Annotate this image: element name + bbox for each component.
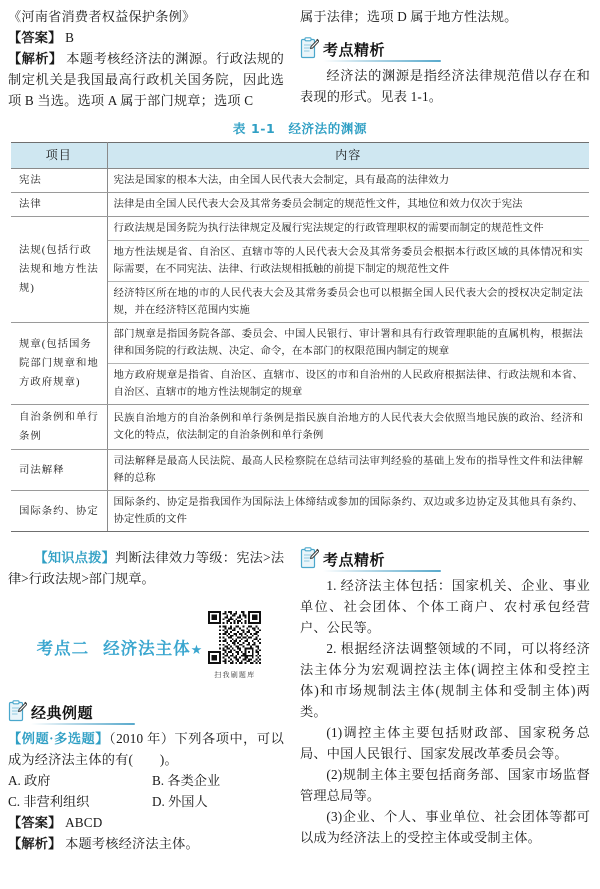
kaodian-point-1: 1. 经济法主体包括：国家机关、企业、事业单位、社会团体、个体工商户、农村承包经营户、公民等。: [300, 578, 590, 635]
kaodian-point-2-2: (2)规制主体主要包括商务部、国家市场监督管理总局等。: [300, 767, 590, 803]
example-analysis-line: [8, 833, 284, 854]
left-column-bottom: [0, 532, 292, 854]
right-column-bottom: [292, 532, 600, 854]
table-cell-content: 地方性法规是省、自治区、直辖市等的人民代表大会及其常务委员会根据本行政区域的具体情况和实际需要，在不同宪法、法律、行政法规相抵触的前提下制定的规范性文件: [107, 241, 589, 282]
kaodian-number: 考点二: [36, 638, 90, 658]
table-cell-item: 法规(包括行政法规和地方性法规): [11, 217, 107, 323]
table-cell-content: 宪法是国家的根本大法，由全国人民代表大会制定，具有最高的法律效力: [107, 169, 589, 193]
option-d[interactable]: [152, 791, 284, 812]
analysis-paragraph: [8, 48, 284, 111]
table-cell-item: 国际条约、协定: [11, 491, 107, 532]
example-answer-label: 【答案】: [8, 815, 62, 830]
law-sources-table: [11, 142, 589, 532]
table-row: [11, 405, 589, 450]
table-row: [11, 323, 589, 364]
knowledge-tip-text: 判断法律效力等级：宪法>法律>行政法规>部门规章。: [8, 550, 285, 586]
table-cell-item: 法律: [11, 193, 107, 217]
table-row: [11, 193, 589, 217]
example-answer-value: ABCD: [65, 815, 103, 830]
section-title: 考点精析: [323, 551, 386, 569]
option-a-text: 政府: [24, 773, 51, 788]
clipboard-pen-icon: [8, 700, 27, 722]
kaodian-heading-row: [8, 611, 284, 682]
table-body: [11, 169, 589, 532]
clipboard-pen-icon: [300, 547, 319, 569]
table-cell-item: 宪法: [11, 169, 107, 193]
table-cell-content: 部门规章是指国务院各部、委员会、中国人民银行、审计署和具有行政管理职能的直属机构，根据法律和国务院的行政法规、决定、命令，在本部门的权限范围内制定的规章: [107, 323, 589, 364]
option-d-key: D.: [152, 794, 165, 809]
option-b-text: 各类企业: [167, 773, 221, 788]
top-columns: [0, 0, 600, 111]
section-title: 经典例题: [31, 704, 94, 722]
star-icon: ★: [190, 642, 204, 658]
option-row-cd: [8, 791, 284, 812]
table-cell-content: 经济特区所在地的市的人民代表大会及其常务委员会也可以根据全国人民代表大会的授权决定制定法规，并在经济特区范围内实施: [107, 282, 589, 323]
example-question-tag: 【例题·多选题】: [8, 731, 109, 746]
kaodian-body-text: 经济法的渊源是指经济法律规范借以存在和表现的形式。见表 1-1。: [300, 68, 590, 104]
example-question: [8, 728, 284, 770]
answer-line: [8, 27, 284, 48]
table-cell-content: 行政法规是国务院为执行法律规定及履行宪法规定的行政管理职权的需要而制定的规范性文件: [107, 217, 589, 241]
table-header-item: 项目: [11, 143, 107, 169]
table-row: [11, 450, 589, 491]
regulation-title: 《河南省消费者权益保护条例》: [8, 9, 196, 24]
option-b-key: B.: [152, 773, 165, 788]
table-cell-item: 规章(包括国务院部门规章和地方政府规章): [11, 323, 107, 405]
option-a-key: A.: [8, 773, 21, 788]
table-cell-content: 司法解释是最高人民法院、最高人民检察院在总结司法审判经验的基础上发布的指导性文件和法律解释的总称: [107, 450, 589, 491]
kaodian-point-2-1: (1)调控主体主要包括财政部、国家税务总局、中国人民银行、国家发展改革委员会等。: [300, 725, 590, 761]
table-cell-item: 司法解释: [11, 450, 107, 491]
section-header-classic-example: [8, 700, 284, 722]
knowledge-tip: [8, 547, 284, 589]
table-cell-content: 民族自治地方的自治条例和单行条例是指民族自治地方的人民代表大会依照当地民族的政治、经济和文化的特点，依法制定的自治条例和单行条例: [107, 405, 589, 450]
table-cell-content: 国际条约、协定是指我国作为国际法上体缔结或参加的国际条约、双边或多边协定及其他具有条约、协定性质的文件: [107, 491, 589, 532]
example-analysis-label: 【解析】: [8, 836, 62, 851]
example-analysis-text: 本题考核经济法主体。: [65, 836, 199, 851]
analysis-label: 【解析】: [8, 51, 63, 66]
qr-code-icon[interactable]: [208, 611, 261, 664]
bottom-columns: [0, 532, 600, 854]
table-header-content: 内容: [107, 143, 589, 169]
analysis-text: 本题考核经济法的渊源。行政法规的制定机关是我国最高行政机关国务院，因此选项 B 当选。选项 A 属于部门规章；选项 C: [8, 51, 284, 108]
kaodian-title-text: 经济法主体: [103, 638, 191, 658]
qr-code-block[interactable]: [208, 611, 261, 682]
clipboard-pen-icon: [300, 37, 319, 59]
table-row: [11, 169, 589, 193]
table-caption: 表 1-1 经济法的渊源: [232, 121, 368, 136]
section-title: 考点精析: [323, 41, 386, 59]
section-underline: [323, 570, 441, 572]
left-column-top: [0, 0, 292, 111]
section-header-kaodianjingxi-1: [300, 37, 590, 59]
right-column-top: [292, 0, 600, 111]
kaodian-point-2-3: (3)企业、个人、事业单位、社会团体等都可以成为经济法上的受控主体或受制主体。: [300, 809, 590, 845]
option-a[interactable]: [8, 770, 152, 791]
example-answer-line: [8, 812, 284, 833]
section-header-kaodianjingxi-2: [300, 547, 590, 569]
table-cell-item: 自治条例和单行条例: [11, 405, 107, 450]
knowledge-tip-tag: 【知识点拨】: [34, 550, 116, 565]
option-c[interactable]: [8, 791, 152, 812]
option-d-text: 外国人: [168, 794, 208, 809]
option-c-text: 非营利组织: [23, 794, 90, 809]
option-row-ab: [8, 770, 284, 791]
qr-caption: 扫我刷题库: [214, 671, 256, 679]
table-header-row: [11, 143, 589, 169]
continuation-text: 属于法律；选项 D 属于地方性法规。: [300, 9, 518, 24]
section-underline: [31, 723, 135, 725]
answer-value: B: [65, 30, 75, 45]
table-row: [11, 217, 589, 241]
answer-label: 【答案】: [8, 30, 62, 45]
table-cell-content: 法律是由全国人民代表大会及其常务委员会制定的规范性文件，其地位和效力仅次于宪法: [107, 193, 589, 217]
option-b[interactable]: [152, 770, 284, 791]
kaodian-heading: [37, 635, 204, 659]
kaodian-point-2: 2. 根据经济法调整领域的不同，可以将经济法主体分为宏观调控法主体(调控主体和受控主体)和市场规制法主体(规制主体和受制主体)两类。: [300, 641, 590, 719]
table-row: [11, 491, 589, 532]
section-underline: [323, 60, 441, 62]
option-c-key: C.: [8, 794, 21, 809]
example-question-text: （2010 年）下列各项中，可以成为经济法主体的有( )。: [8, 731, 284, 767]
table-cell-content: 地方政府规章是指省、自治区、直辖市、设区的市和自治州的人民政府根据法律、行政法规和本省、自治区、直辖市的地方性法规制定的规章: [107, 364, 589, 405]
